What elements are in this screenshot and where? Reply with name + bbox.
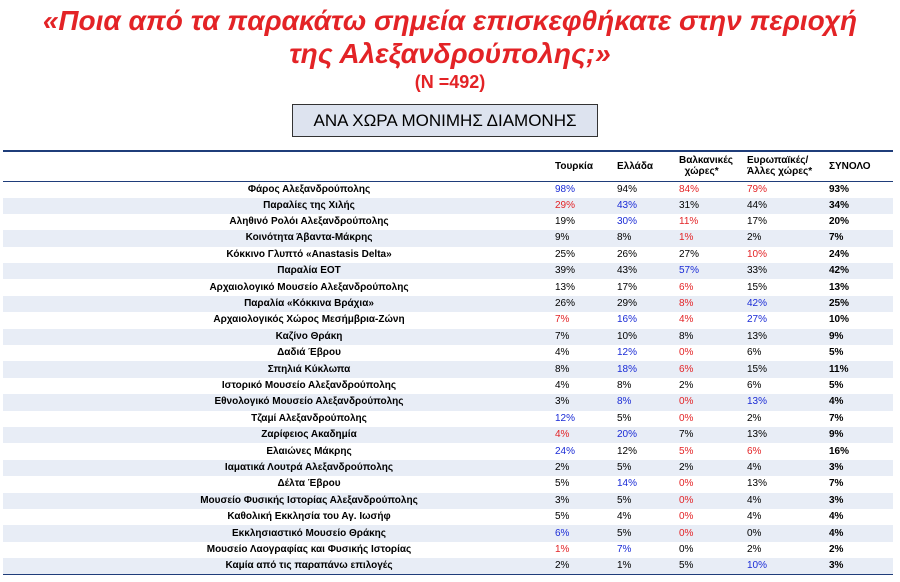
row-value-cell: 0%: [679, 394, 747, 410]
row-value-cell: 0%: [679, 543, 694, 555]
table-row: [3, 558, 893, 575]
row-value-cell: 9%: [555, 230, 617, 246]
row-value-cell: 19%: [555, 216, 576, 228]
row-place-name: Παραλία «Κόκκινα Βράχια»: [3, 296, 555, 312]
row-value-cell: 6%: [679, 361, 747, 377]
row-total-cell: 3%: [829, 558, 893, 575]
row-place-name: Μουσείο Φυσικής Ιστορίας Αλεξανδρούπολης: [3, 493, 555, 509]
row-place-name: Αληθινό Ρολόι Αλεξανδρούπολης: [229, 216, 389, 228]
row-value-cell: 5%: [617, 460, 679, 476]
row-value-cell: 27%: [747, 314, 768, 326]
row-value-cell: 24%: [555, 445, 576, 457]
row-total-cell: 3%: [829, 493, 893, 509]
row-value-cell: 84%: [679, 183, 700, 195]
table-row: [3, 247, 893, 263]
row-total-cell: 93%: [829, 183, 850, 195]
row-value-cell: 4%: [617, 511, 632, 523]
row-place-name: Ιστορικό Μουσείο Αλεξανδρούπολης: [221, 379, 397, 391]
row-value-cell: 0%: [679, 525, 747, 541]
row-value-cell: 12%: [555, 412, 576, 424]
row-total-cell: 20%: [829, 216, 850, 228]
row-value-cell: 2%: [679, 379, 694, 391]
row-value-cell: 10%: [747, 558, 829, 575]
table-row: [3, 214, 893, 230]
row-value-cell: 14%: [617, 478, 638, 490]
row-value-cell: 5%: [679, 445, 694, 457]
row-value-cell: 6%: [555, 525, 617, 541]
row-value-cell: 7%: [679, 427, 747, 443]
row-place-name: Ζαρίφειος Ακαδημία: [3, 427, 555, 443]
row-value-cell: 4%: [747, 511, 762, 523]
row-total-cell: 11%: [829, 361, 893, 377]
segment-subtitle-box: ΑΝΑ ΧΩΡΑ ΜΟΝΙΜΗΣ ΔΙΑΜΟΝΗΣ: [292, 104, 598, 137]
row-value-cell: 6%: [747, 347, 762, 359]
row-total-cell: 9%: [829, 427, 893, 443]
row-value-cell: 26%: [555, 296, 617, 312]
table-row: [3, 345, 893, 361]
row-total-cell: 10%: [829, 314, 850, 326]
row-value-cell: 43%: [617, 263, 679, 279]
row-value-cell: 2%: [747, 543, 762, 555]
row-place-name: Αρχαιολογικός Χώρος Μεσήμβρια-Ζώνη: [213, 314, 405, 326]
row-value-cell: 13%: [747, 394, 829, 410]
row-value-cell: 31%: [679, 198, 747, 214]
sample-size: (Ν =492): [414, 72, 486, 92]
row-place-name: Κοινότητα Άβαντα-Μάκρης: [3, 230, 555, 246]
row-value-cell: 8%: [617, 230, 679, 246]
row-value-cell: 30%: [617, 216, 638, 228]
row-value-cell: 13%: [747, 478, 768, 490]
row-value-cell: 13%: [555, 281, 576, 293]
row-value-cell: 0%: [679, 347, 694, 359]
header-place: [3, 151, 555, 181]
row-value-cell: 8%: [679, 329, 747, 345]
row-value-cell: 4%: [555, 379, 570, 391]
table-row: [3, 181, 893, 198]
row-value-cell: 8%: [555, 361, 617, 377]
row-total-cell: 4%: [829, 511, 844, 523]
title-line-2: της Αλεξανδρούπολης;»: [289, 38, 611, 69]
row-value-cell: 13%: [747, 329, 829, 345]
row-value-cell: 57%: [679, 263, 747, 279]
row-place-name: Παραλία ΕΟΤ: [3, 263, 555, 279]
row-place-name: Τζαμί Αλεξανδρούπολης: [251, 412, 367, 424]
row-value-cell: 2%: [555, 558, 617, 575]
table-row: [3, 296, 893, 312]
row-value-cell: 4%: [747, 460, 829, 476]
row-total-cell: 16%: [829, 445, 850, 457]
table-row: [3, 263, 893, 279]
row-value-cell: 3%: [555, 394, 617, 410]
row-value-cell: 42%: [747, 296, 829, 312]
row-value-cell: 7%: [555, 314, 570, 326]
row-value-cell: 6%: [747, 445, 762, 457]
row-total-cell: 7%: [829, 412, 844, 424]
row-total-cell: 7%: [829, 478, 844, 490]
table-row: [3, 198, 893, 214]
table-row: [3, 279, 893, 295]
row-value-cell: 26%: [617, 248, 638, 260]
row-total-cell: 2%: [829, 543, 844, 555]
table-row: [3, 493, 893, 509]
table-row: [3, 329, 893, 345]
row-value-cell: 29%: [617, 296, 679, 312]
row-value-cell: 5%: [679, 558, 747, 575]
row-value-cell: 7%: [555, 329, 617, 345]
row-value-cell: 43%: [617, 198, 679, 214]
row-value-cell: 12%: [617, 347, 638, 359]
row-value-cell: 8%: [617, 394, 679, 410]
table-row: [3, 509, 893, 525]
row-value-cell: 1%: [679, 230, 747, 246]
row-value-cell: 6%: [679, 281, 694, 293]
row-value-cell: 0%: [679, 493, 747, 509]
row-place-name: Σπηλιά Κύκλωπα: [3, 361, 555, 377]
row-value-cell: 2%: [747, 412, 762, 424]
row-value-cell: 39%: [555, 263, 617, 279]
row-value-cell: 4%: [555, 347, 570, 359]
row-value-cell: 17%: [747, 216, 768, 228]
header-col-total: ΣΥΝΟΛΟ: [829, 160, 871, 172]
row-value-cell: 2%: [555, 460, 617, 476]
row-value-cell: 10%: [617, 329, 679, 345]
row-value-cell: 11%: [679, 216, 699, 228]
header-col-turkey: Τουρκία: [555, 160, 593, 172]
row-place-name: Καθολική Εκκλησία του Αγ. Ιωσήφ: [227, 511, 391, 523]
row-value-cell: 98%: [555, 183, 576, 195]
row-place-name: Μουσείο Λαογραφίας και Φυσικής Ιστορίας: [206, 543, 412, 555]
row-total-cell: 4%: [829, 525, 893, 541]
table-row: [3, 525, 893, 541]
header-col-greece: Ελλάδα: [617, 160, 654, 172]
row-place-name: Κόκκινο Γλυπτό «Anastasis Delta»: [226, 248, 392, 260]
row-value-cell: 4%: [555, 427, 617, 443]
table-row: [3, 411, 893, 427]
row-value-cell: 15%: [747, 361, 829, 377]
row-total-cell: 34%: [829, 198, 893, 214]
table-row: [3, 394, 893, 410]
table-row: [3, 460, 893, 476]
results-table: [3, 150, 893, 575]
row-value-cell: 1%: [555, 543, 570, 555]
row-value-cell: 3%: [555, 493, 617, 509]
table-row: [3, 230, 893, 246]
table-row: [3, 443, 893, 459]
row-value-cell: 27%: [679, 248, 700, 260]
row-value-cell: 2%: [679, 460, 747, 476]
row-place-name: Φάρος Αλεξανδρούπολης: [247, 183, 371, 195]
row-value-cell: 5%: [617, 525, 679, 541]
row-value-cell: 13%: [747, 427, 829, 443]
row-value-cell: 15%: [747, 281, 768, 293]
row-value-cell: 6%: [747, 379, 762, 391]
row-value-cell: 18%: [617, 361, 679, 377]
table-row: [3, 427, 893, 443]
row-place-name: Ιαματικά Λουτρά Αλεξανδρούπολης: [3, 460, 555, 476]
row-value-cell: 0%: [747, 525, 829, 541]
header-col-balkans: Βαλκανικές χώρες*: [679, 155, 733, 178]
row-place-name: Αρχαιολογικό Μουσείο Αλεξανδρούπολης: [209, 281, 409, 293]
row-value-cell: 5%: [617, 493, 679, 509]
row-total-cell: 9%: [829, 329, 893, 345]
row-place-name: Εκκλησιαστικό Μουσείο Θράκης: [3, 525, 555, 541]
row-total-cell: 5%: [829, 379, 844, 391]
row-value-cell: 5%: [555, 511, 570, 523]
row-place-name: Παραλίες της Χιλής: [3, 198, 555, 214]
title-line-1: «Ποια από τα παρακάτω σημεία επισκεφθήκατε στην περιοχή: [42, 5, 858, 36]
row-value-cell: 4%: [747, 493, 829, 509]
row-value-cell: 5%: [555, 478, 570, 490]
table-body: [3, 181, 893, 575]
row-value-cell: 8%: [679, 296, 747, 312]
row-place-name: Καμία από τις παραπάνω επιλογές: [3, 558, 555, 575]
row-total-cell: 7%: [829, 230, 893, 246]
row-value-cell: 1%: [617, 558, 679, 575]
page-title: [0, 4, 900, 70]
row-value-cell: 7%: [617, 543, 632, 555]
table-row: [3, 312, 893, 328]
table-row: [3, 361, 893, 377]
header-col-europe-other: Ευρωπαϊκές/ Άλλες χώρες*: [747, 155, 813, 178]
row-total-cell: 3%: [829, 460, 893, 476]
row-value-cell: 20%: [617, 427, 679, 443]
row-value-cell: 0%: [679, 412, 694, 424]
row-value-cell: 79%: [747, 183, 768, 195]
row-place-name: Ελαιώνες Μάκρης: [266, 445, 352, 457]
row-total-cell: 13%: [829, 281, 850, 293]
row-place-name: Καζίνο Θράκη: [3, 329, 555, 345]
row-value-cell: 2%: [747, 230, 829, 246]
table-row: [3, 476, 893, 492]
row-value-cell: 16%: [617, 314, 638, 326]
row-total-cell: 4%: [829, 394, 893, 410]
row-value-cell: 8%: [617, 379, 632, 391]
table-header-row: [3, 151, 893, 181]
row-place-name: Δαδιά Έβρου: [277, 347, 341, 359]
row-total-cell: 5%: [829, 347, 844, 359]
row-value-cell: 5%: [617, 412, 632, 424]
row-total-cell: 24%: [829, 248, 850, 260]
row-place-name: Δέλτα Έβρου: [277, 478, 341, 490]
row-value-cell: 94%: [617, 183, 638, 195]
table-row: [3, 378, 893, 394]
row-value-cell: 4%: [679, 314, 694, 326]
row-value-cell: 0%: [679, 478, 694, 490]
row-total-cell: 25%: [829, 296, 893, 312]
row-value-cell: 33%: [747, 263, 829, 279]
row-value-cell: 25%: [555, 248, 576, 260]
row-value-cell: 10%: [747, 248, 768, 260]
table-row: [3, 542, 893, 558]
row-value-cell: 12%: [617, 445, 638, 457]
row-value-cell: 44%: [747, 198, 829, 214]
row-total-cell: 42%: [829, 263, 893, 279]
row-place-name: Εθνολογικό Μουσείο Αλεξανδρούπολης: [3, 394, 555, 410]
row-value-cell: 0%: [679, 511, 694, 523]
row-value-cell: 17%: [617, 281, 638, 293]
row-value-cell: 29%: [555, 198, 617, 214]
